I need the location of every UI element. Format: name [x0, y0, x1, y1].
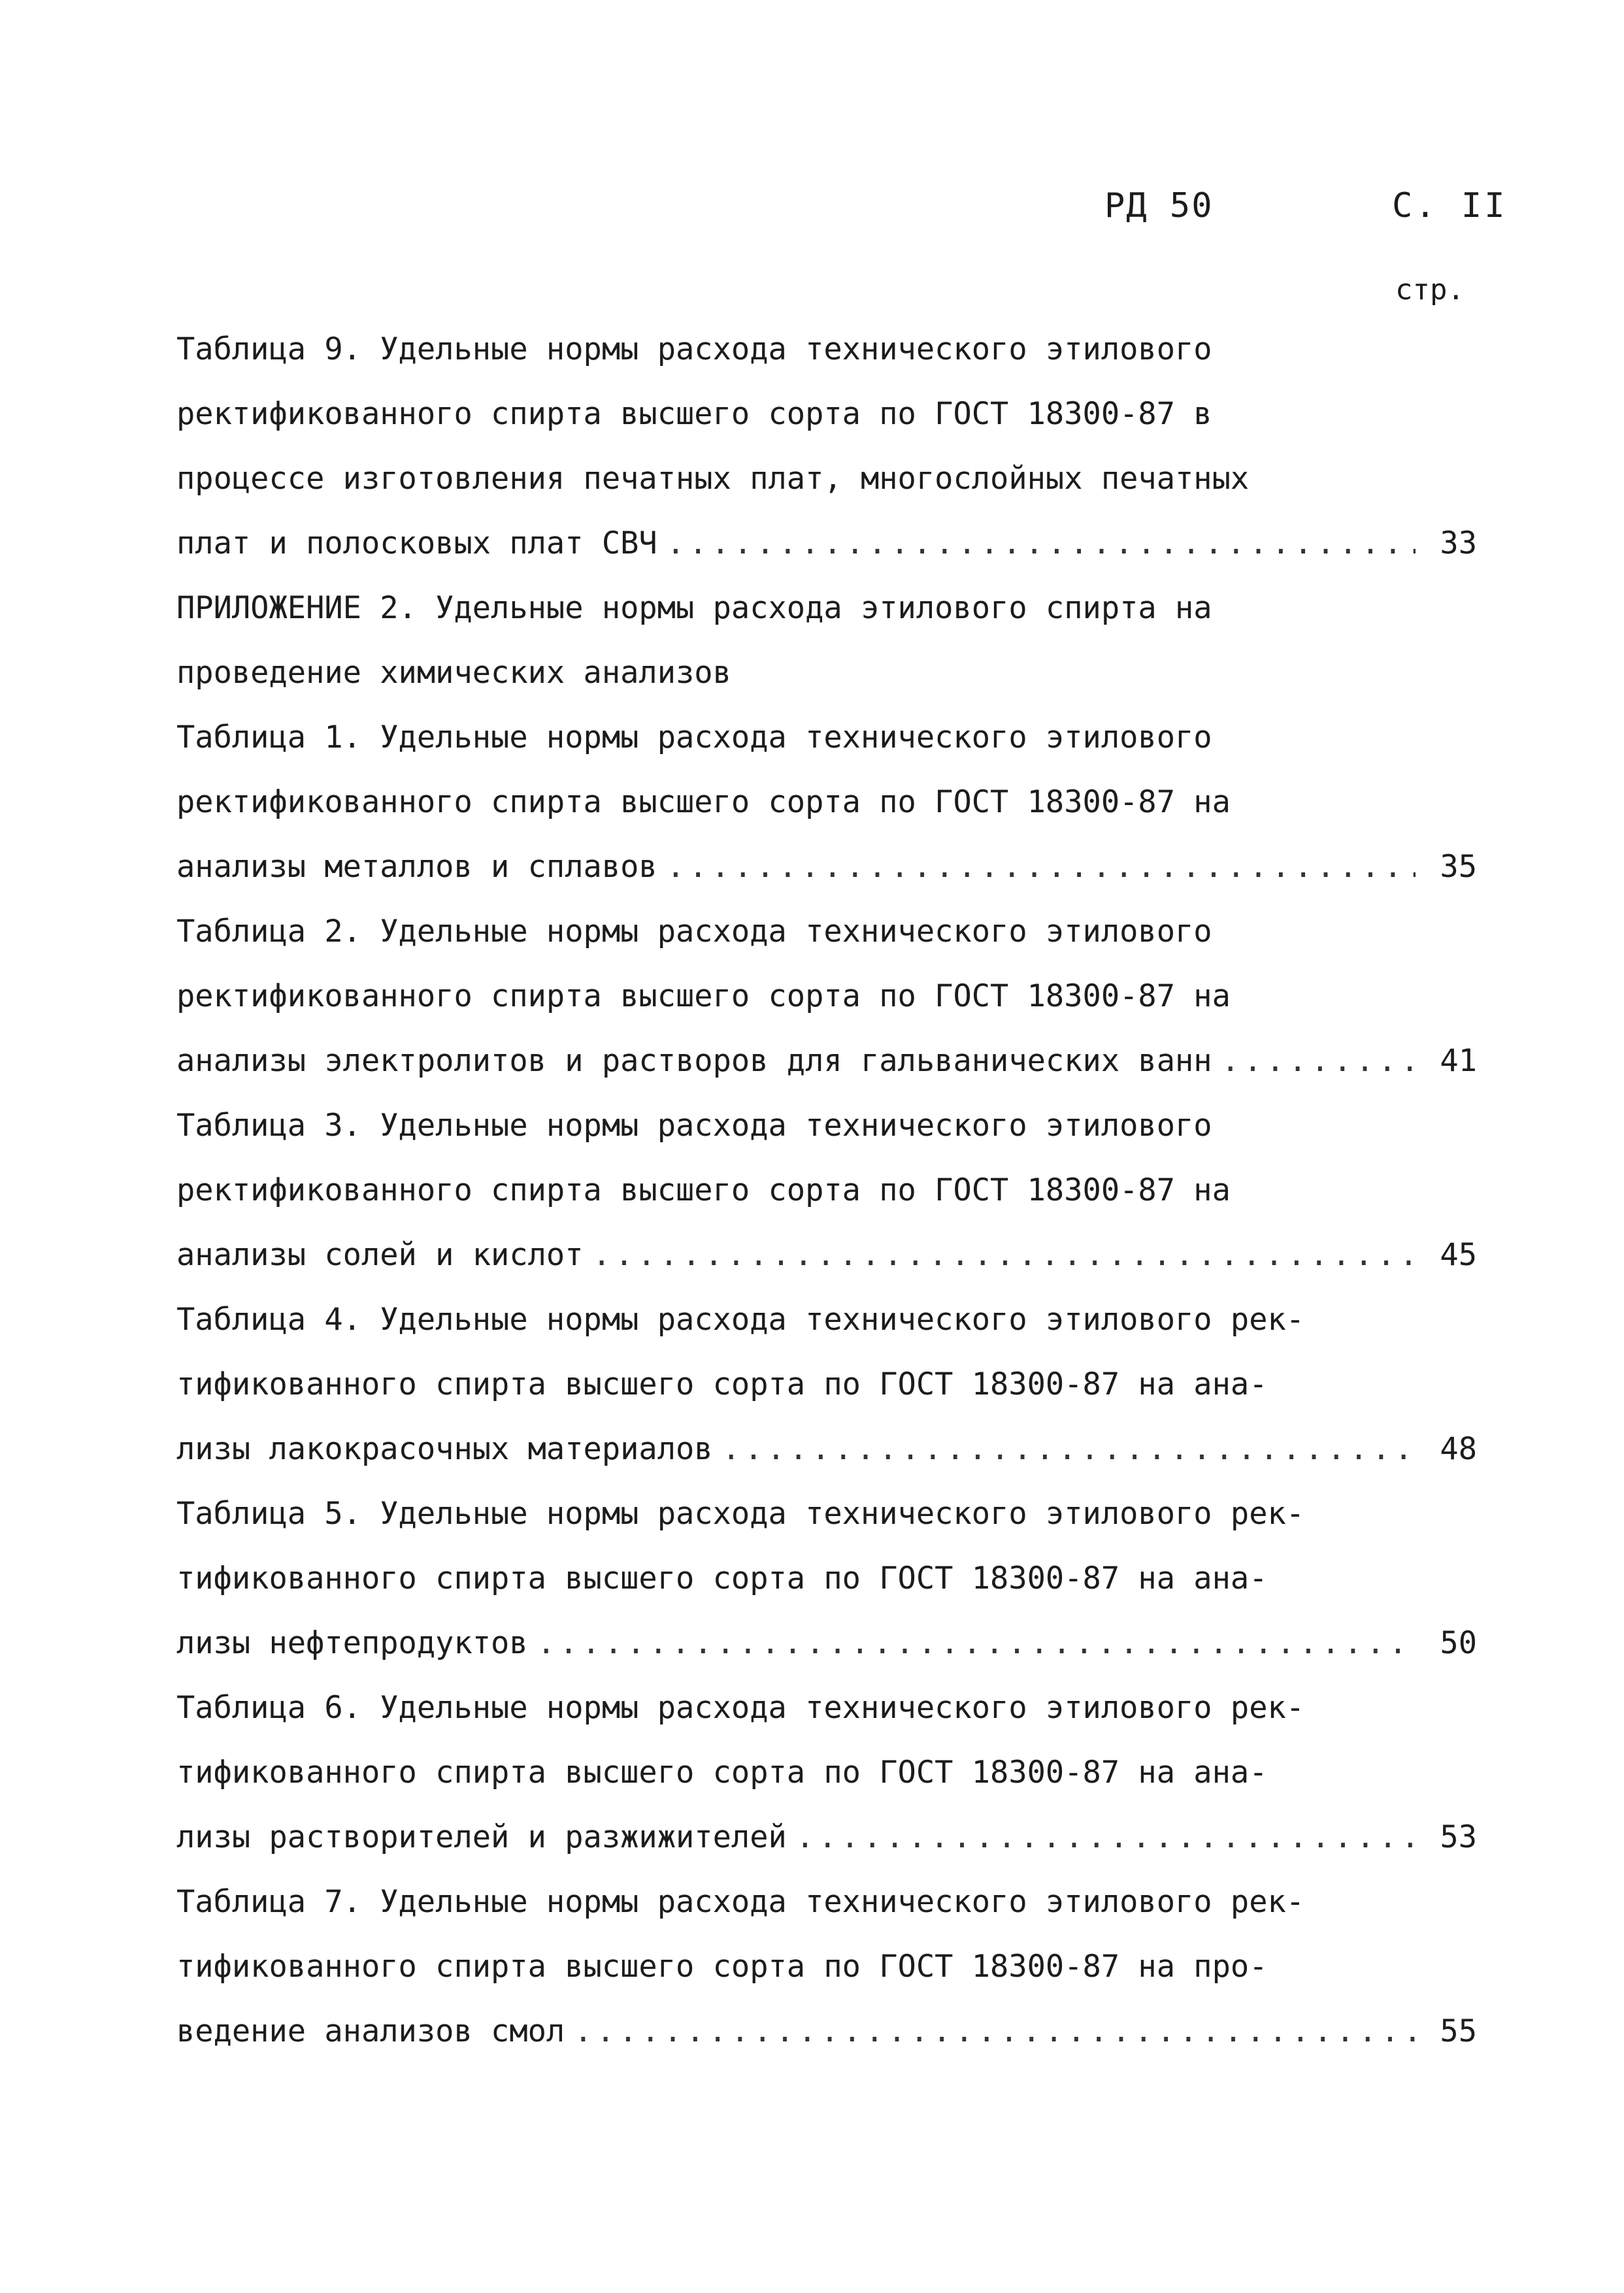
toc-line-text: Таблица 3. Удельные нормы расхода технического этилового [176, 1108, 1212, 1144]
dot-leader [667, 511, 1416, 576]
toc-page-number: 48 [1440, 1431, 1477, 1467]
toc-line-text: Таблица 4. Удельные нормы расхода технического этилового рек- [176, 1302, 1305, 1338]
toc-line [176, 1870, 1477, 1934]
toc-line-text: тификованного спирта высшего сорта по ГОСТ 18300-87 на ана- [176, 1560, 1268, 1596]
toc-line-text: процессе изготовления печатных плат, многослойных печатных [176, 461, 1250, 497]
toc-line [176, 1805, 1477, 1870]
toc-line-text: Таблица 6. Удельные нормы расхода технического этилового рек- [176, 1690, 1305, 1726]
toc-line-text: Таблица 5. Удельные нормы расхода технического этилового рек- [176, 1496, 1305, 1532]
toc-line-text: ректификованного спирта высшего сорта по ГОСТ 18300-87 на [176, 784, 1231, 820]
toc-page-number: 41 [1440, 1043, 1477, 1079]
dot-leader [574, 1999, 1416, 2064]
toc-line-text: ПРИЛОЖЕНИЕ 2. Удельные нормы расхода этилового спирта на [176, 590, 1212, 626]
toc-line [176, 770, 1477, 834]
toc-line-text: ректификованного спирта высшего сорта по ГОСТ 18300-87 на [176, 1172, 1231, 1208]
toc-line [176, 1675, 1477, 1740]
dot-leader [593, 1223, 1416, 1287]
toc-line [176, 1481, 1477, 1546]
toc-page-number: 35 [1440, 849, 1477, 885]
toc-line-text: анализы электролитов и растворов для гальванических ванн [176, 1043, 1212, 1079]
toc-line [176, 1999, 1477, 2064]
toc-line [176, 1740, 1477, 1805]
page-column-label: стр. [1395, 273, 1465, 306]
toc-line [176, 1417, 1477, 1481]
toc-line [176, 834, 1477, 899]
toc-line [176, 899, 1477, 964]
toc-line-text: анализы солей и кислот [176, 1237, 584, 1273]
toc-line [176, 640, 1477, 705]
toc-line-text: проведение химических анализов [176, 655, 731, 691]
table-of-contents [176, 317, 1477, 2064]
toc-line [176, 1611, 1477, 1675]
toc-page-number: 50 [1440, 1625, 1477, 1661]
toc-line-text: плат и полосковых плат СВЧ [176, 525, 657, 561]
toc-line-text: Таблица 9. Удельные нормы расхода технического этилового [176, 331, 1212, 367]
toc-line-text: лизы растворителей и разжижителей [176, 1819, 787, 1855]
toc-line-text: ректификованного спирта высшего сорта по ГОСТ 18300-87 на [176, 978, 1231, 1014]
toc-line [176, 382, 1477, 446]
toc-page-number: 55 [1440, 2013, 1477, 2049]
toc-line [176, 1093, 1477, 1158]
toc-line [176, 1934, 1477, 1999]
toc-line-text: Таблица 1. Удельные нормы расхода технического этилового [176, 719, 1212, 755]
page-header [0, 186, 1624, 239]
toc-line-text: лизы нефтепродуктов [176, 1625, 528, 1661]
toc-line [176, 1546, 1477, 1611]
toc-line [176, 317, 1477, 382]
toc-line [176, 1223, 1477, 1287]
dot-leader [537, 1611, 1416, 1675]
toc-line [176, 964, 1477, 1029]
page-number: С. II [1392, 186, 1508, 225]
toc-line-text: лизы лакокрасочных материалов [176, 1431, 713, 1467]
toc-line [176, 1352, 1477, 1417]
toc-line [176, 1158, 1477, 1223]
toc-line [176, 511, 1477, 576]
toc-line-text: ректификованного спирта высшего сорта по ГОСТ 18300-87 в [176, 396, 1212, 432]
toc-line-text: тификованного спирта высшего сорта по ГОСТ 18300-87 на ана- [176, 1366, 1268, 1402]
toc-line [176, 1029, 1477, 1093]
dot-leader [1221, 1029, 1416, 1093]
toc-page-number: 53 [1440, 1819, 1477, 1855]
dot-leader [796, 1805, 1416, 1870]
dot-leader [722, 1417, 1416, 1481]
toc-line [176, 446, 1477, 511]
toc-line-text: тификованного спирта высшего сорта по ГОСТ 18300-87 на ана- [176, 1755, 1268, 1790]
toc-line-text: тификованного спирта высшего сорта по ГОСТ 18300-87 на про- [176, 1949, 1268, 1985]
toc-line-text: ведение анализов смол [176, 2013, 565, 2049]
toc-line [176, 576, 1477, 640]
dot-leader [667, 834, 1416, 899]
toc-page-number: 45 [1440, 1237, 1477, 1273]
toc-line-text: анализы металлов и сплавов [176, 849, 657, 885]
toc-line-text: Таблица 7. Удельные нормы расхода технического этилового рек- [176, 1884, 1305, 1920]
toc-page-number: 33 [1440, 525, 1477, 561]
document-code: РД 50 [1104, 186, 1214, 225]
toc-line [176, 1287, 1477, 1352]
toc-line-text: Таблица 2. Удельные нормы расхода технического этилового [176, 914, 1212, 949]
toc-line [176, 705, 1477, 770]
